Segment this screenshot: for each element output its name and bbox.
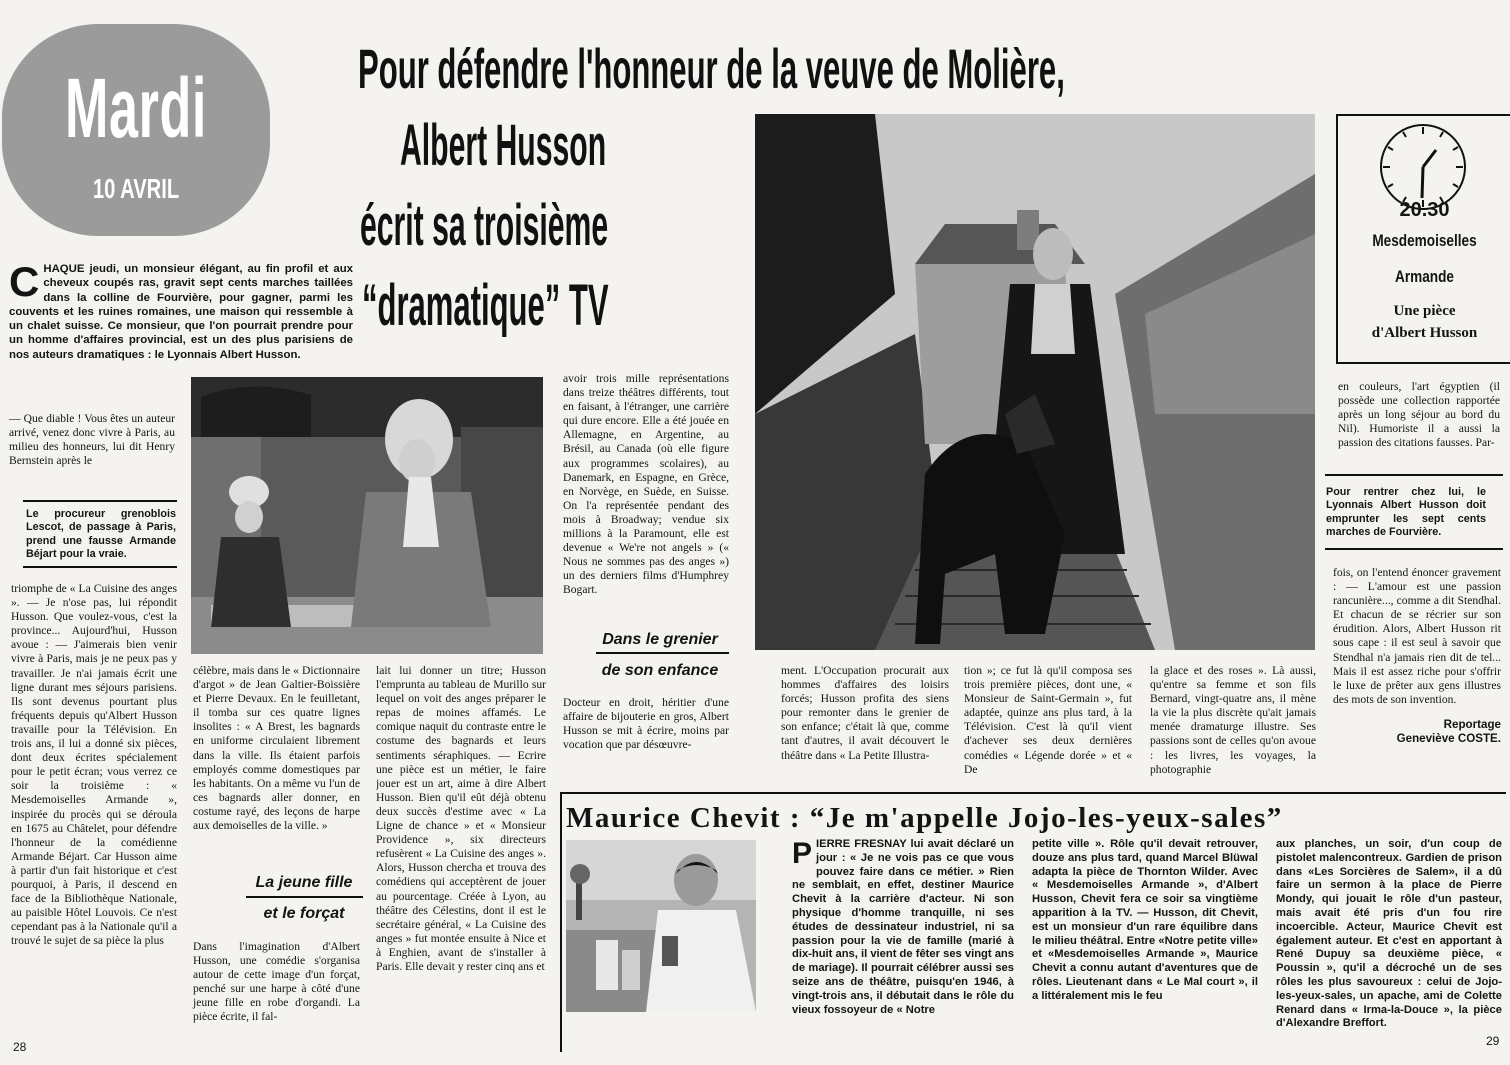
col-b1-text: célèbre, mais dans le « Dictionnaire d'argot » de Jean Galtier-Boissière et Pierre Devaux. En le feuilletant, il tomba sur ces quatre lignes insolites : « A Brest, les bagnards en uniforme circulaient librement dans la ville. Ils étaient parfois employés comme domestiques par les habitants. On a même vu l'un de ces bagnards aller donner, en costume rayé, des leçons de harpe aux demoiselles de la ville. » [193, 664, 360, 833]
page-number-left: 28 [13, 1040, 27, 1054]
headline-line-2: Albert Husson [400, 113, 607, 178]
caption-right-rule-top [1325, 474, 1503, 476]
col-b2-text: lait lui donner un titre; Husson l'emprunta au tableau de Murillo sur lequel on voit des anges préparer le repas de moines affamés. Le comique naquit du contraste entre le costume des bagnards et leurs sentiments séraphiques. — Ecrire une pièce est un métier, le faire jouer est un art, aime à dire Albert Husson. Bien qu'il eût déjà obtenu deux succès d'estime avec « La Ligne de chance » et « Monsieur Providence », six directeurs refusèrent « La Cuisine des anges ». Alors, Husson chercha et trouva des comédiens qui acceptèrent de jouer au pourcentage. Créée à Lyon, au théâtre des Célestins, dont il est le secrétaire général, « La Cuisine des anges » fut montée ensuite à Nice et à Enghien, avant de s'installer à Paris. Elle devait y rester cinq ans et [376, 664, 546, 973]
chevit-col3: aux planches, un soir, d'un coup de pistolet malencontreux. Gardien de prison dans «Les Sorcières de Salem», il a dû faire un sermon à la place de Pierre Mondy, qui jouait le rôle d'un pasteur, mais avait été pris d'un fou rire incoercible. Acteur, Maurice Chevit est également auteur. Et c'est en apportant à René Dupuy sa deuxième pièce, « Poussin », qu'il a décroché un de ses rôles les plus savoureux : celui de Jojo-les-yeux-sales, un apache, ami de Colette Renard dans « Irma-la-Douce », la pièce d'Alexandre Breffort. [1276, 838, 1502, 1030]
chevit-rule-left [560, 792, 562, 1052]
stairs-photo [755, 114, 1315, 650]
intro-text: HAQUE jeudi, un monsieur élégant, au fin profil et aux cheveux coupés ras, gravit sept cents marches taillées dans la colline de Fourvière, pour gagner, parmi les couvents et les ruines romaines, une maison qui ressemble à un chalet suisse. Ce monsieur, que l'on pourrait prendre pour un homme d'affaires provincial, est un des plus parisiens de nos auteurs dramatiques : le Lyonnais Albert Husson. [9, 263, 353, 361]
subhead-jeune-1: La jeune fille [255, 874, 353, 891]
headline-line-4: “dramatique” TV [362, 273, 609, 338]
col-b4-text: ment. L'Occupation procurait aux hommes d'affaires des loisirs forcés; Husson profita des siens pour remonter dans le grenier de son enfance; c'était là que, comme tant d'autres, il avait découvert le théâtre dans « La Petite Illustra- [781, 664, 949, 762]
chevit-col1 [792, 838, 1014, 1017]
caption-rule-bottom [23, 566, 177, 568]
col3-top-text: avoir trois mille représentations dans treize théâtres différents, tout en faisant, à l'étranger, une carrière qui dure encore. Elle a été jouée en Allemagne, en Argentine, au Brésil, au Canada (où elle figure aux programmes scolaires), au Danemark, en Espagne, en Grèce, en Norvège, en Suède, en Suisse. On l'a représentée pendant des mois à Broadway; vendue six millions à la Paramount, elle est devenue « We're not angels » (« Nous ne sommes pas des anges ») un des derniers films d'Humphrey Bogart. [563, 372, 729, 597]
badge-date: 10 AVRIL [92, 173, 180, 204]
caption-rule-top [23, 500, 177, 502]
subhead-grenier-1: Dans le grenier [602, 631, 718, 648]
program-desc-1: Une pièce [1393, 303, 1456, 319]
headline-line-1: Pour défendre l'honneur de la veuve de Molière, [358, 37, 1065, 100]
col-right-top-text: en couleurs, l'art égyptien (il possède une collection rapportée après un long séjour au bord du Nil). Humoriste il a aussi la passion des citations fausses. Par- [1338, 380, 1500, 450]
program-box [1336, 114, 1510, 364]
col1-bottom-text: triomphe de « La Cuisine des anges ». — Je n'ose pas, lui répondit Husson. Que voulez-vous, c'est la province... Aujourd'hui, Husson avoue : — J'aimerais bien venir vivre à Paris, mais je ne peux pas y travailler. Je n'ai jamais écrit une ligne durant mes séjours parisiens. Ils sont devenus pourtant plus fréquents depuis qu'Albert Husson travaille pour la Télévision. En trois ans, il lui a donné six pièces, dont deux écrites spécialement pour le petit écran; vous verrez ce soir la troisième : « Mesdemoiselles Armande », inspirée du procès qui se déroula en 1675 au Châtelet, pour défendre l'honneur de la comédienne Armande Béjart. Car Husson aime à partir d'un fait historique et c'est pourquoi, à Paris, il descend en face de la Bibliothèque Nationale, au paisible Hôtel Louvois. Ce n'est cependant pas à la Nationale qu'il a trouvé le sujet de sa pièce la plus [11, 582, 177, 948]
theatre-photo-image [191, 377, 543, 654]
subhead-grenier-2: de son enfance [601, 662, 719, 679]
chevit-col2: petite ville ». Rôle qu'il devait retrouver, douze ans plus tard, quand Marcel Blüwal adapta la pièce de Thornton Wilder. Avec « Mesdemoiselles Armande », d'Albert Husson, Chevit fera ce soir sa vingtième apparition à la TV. — Husson, dit Chevit, est un monsieur d'un rare équilibre dans le milieu théâtral. Entre «Notre petite ville» et «Mesdemoiselles Armande », Maurice Chevit a connu autant d'aventures que de rôles. Lieutenant dans « Le Mal court », il a littéralement mis le feu [1032, 838, 1258, 1002]
page-number-right: 29 [1486, 1034, 1500, 1048]
chevit-title: Maurice Chevit : “Je m'appelle Jojo-les-yeux-sales” [566, 802, 1283, 834]
headline-line-3: écrit sa troisième [360, 193, 609, 258]
subhead-jeune-2: et le forçat [263, 905, 345, 922]
col-b5-text: tion »; ce fut là qu'il composa ses trois première pièces, dont une, « Monsieur de Saint-Germain », fut adaptée, quinze ans plus tard, à la Télévision. C'est là qu'il vient d'achever ses deux dernières comédies « Légende dorée » et « De [964, 664, 1132, 776]
subhead-grenier-rule [596, 652, 729, 654]
stairs-photo-image [755, 114, 1315, 650]
col-b1-end-text: Dans l'imagination d'Albert Husson, une comédie s'organisa autour de cette image d'un forçat, penché sur une harpe à côté d'une jeune fille en robe d'organdi. La pièce écrite, il fal- [193, 940, 360, 1024]
program-title-1: Mesdemoiselles [1372, 231, 1477, 250]
intro-paragraph [9, 258, 353, 362]
program-desc-2: d'Albert Husson [1371, 325, 1478, 341]
chevit-photo-image [566, 840, 756, 1012]
theatre-photo [191, 377, 543, 654]
col-b3-text: Docteur en droit, héritier d'une affaire de bijouterie en gros, Albert Husson se mit à écrire, moins par vocation que par désœuvre- [563, 696, 729, 752]
program-time: 20.30 [1399, 199, 1450, 221]
col1-top-text: — Que diable ! Vous êtes un auteur arrivé, venez donc vivre à Paris, au milieu des honneurs, lui dit Henry Bernstein après le [9, 412, 175, 468]
chevit-photo [566, 840, 756, 1012]
caption-right-rule-bottom [1325, 548, 1503, 550]
subhead-jeune-rule [246, 896, 363, 898]
program-title-2: Armande [1395, 267, 1454, 286]
chevit-dropcap: P [792, 837, 813, 870]
chevit-col1-text: IERRE FRESNAY lui avait déclaré un jour : « Je ne vois pas ce que vous pouvez faire dans ce métier. » Rien ne semblait, en effet, destiner Maurice Chevit à la carrière d'acteur. Ni son physique d'homme tranquille, ni ses études de dessinateur industriel, ni sa passion pour la vie de famille (marié à dix-huit ans, il vient de fêter ses vingt ans de mariage). Il pourrait célébrer aussi ses seize ans de théâtre, puisqu'en 1946, à vingt-trois ans, il débutait dans le rôle du vieux fossoyeur de « Notre [792, 838, 1014, 1016]
col-b6-text: la glace et des roses ». Là aussi, qu'entre sa femme et son fils Bernard, vingt-quatre ans, il mène la vie la plus discrète qu'ait jamais menée dramaturge illustre. Ses passions sont de celles qu'on avoue : les livres, les voyages, la photographie [1150, 664, 1316, 776]
chevit-rule [560, 792, 1506, 794]
credit-author: Geneviève COSTE. [1396, 732, 1501, 745]
day-badge [2, 24, 270, 236]
badge-day: Mardi [65, 61, 207, 155]
caption-left: Le procureur grenoblois Lescot, de passage à Paris, prend une fausse Armande Béjart pour la vraie. [26, 508, 176, 561]
caption-right: Pour rentrer chez lui, le Lyonnais Albert Husson doit emprunter les sept cents marches de Fourvière. [1326, 486, 1486, 539]
credit-reportage: Reportage [1443, 718, 1501, 731]
col-right-bottom-text: fois, on l'entend énoncer gravement : — L'amour est une passion rancunière..., comme a dit Stendhal. Et chacun de se récrier sur son érudition. Alors, Albert Husson rit sous cape : il est seul à savoir que Stendhal n'a jamais rien dit de tel... Mais il est assez riche pour s'offrir le luxe de prêter aux gens illustres des mots de son invention. [1333, 566, 1501, 706]
intro-dropcap: C [9, 258, 40, 305]
